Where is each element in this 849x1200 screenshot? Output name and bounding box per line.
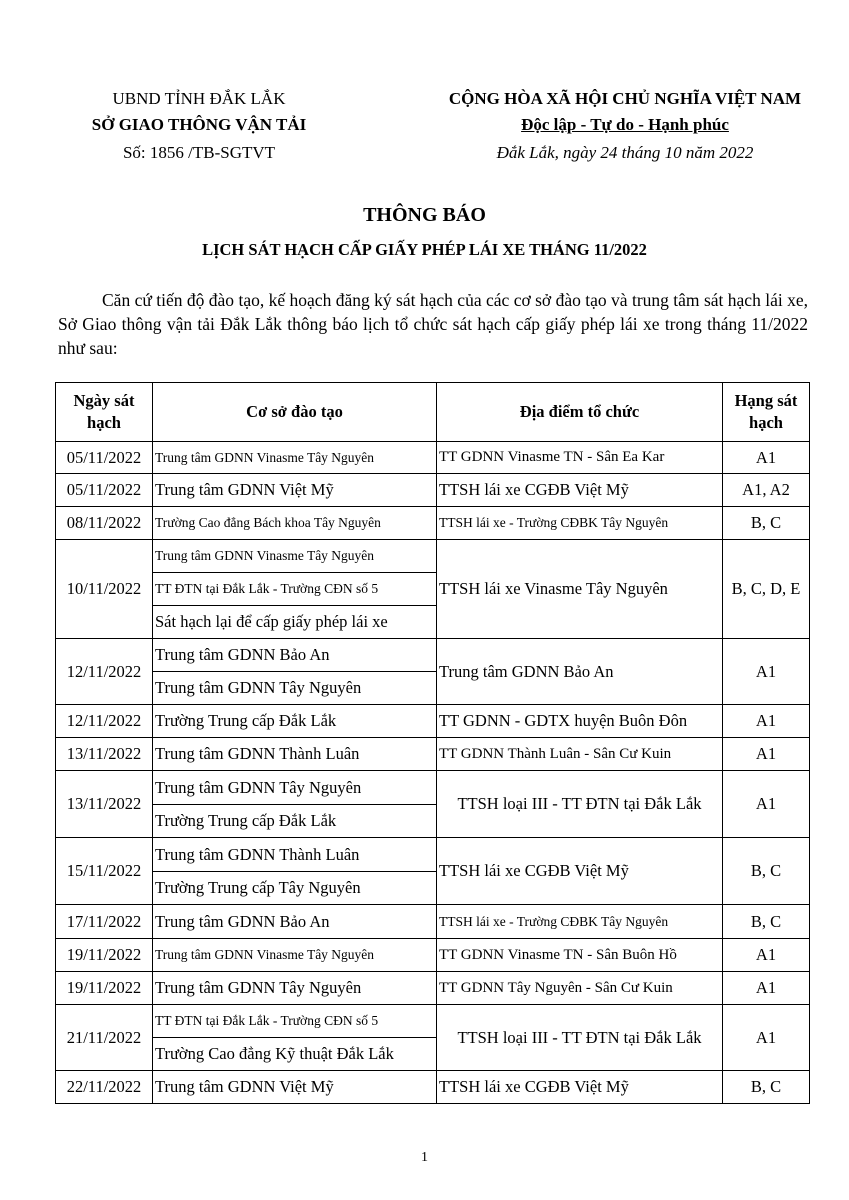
row-school: Trường Cao đẳng Kỹ thuật Đắk Lắk bbox=[153, 1038, 437, 1071]
row-school: Trung tâm GDNN Việt Mỹ bbox=[153, 474, 437, 507]
row-grade: A1 bbox=[723, 738, 810, 771]
row-location: TT GDNN Tây Nguyên - Sân Cư Kuin bbox=[437, 972, 723, 1005]
row-date: 17/11/2022 bbox=[56, 905, 153, 939]
row-grade: A1 bbox=[723, 705, 810, 738]
row-grade: A1, A2 bbox=[723, 474, 810, 507]
table-row bbox=[56, 705, 810, 738]
row-date: 13/11/2022 bbox=[56, 738, 153, 771]
document-title: THÔNG BÁO bbox=[363, 204, 486, 226]
row-location: TTSH loại III - TT ĐTN tại Đắk Lắk bbox=[437, 1005, 723, 1071]
row-school: Trung tâm GDNN Việt Mỹ bbox=[153, 1071, 437, 1104]
row-school: Trung tâm GDNN Tây Nguyên bbox=[153, 771, 437, 805]
national-motto-block bbox=[430, 86, 820, 138]
col-header-school: Cơ sở đào tạo bbox=[153, 383, 437, 442]
issuer-department bbox=[58, 112, 340, 140]
issuer-block bbox=[58, 86, 340, 140]
table-row bbox=[56, 939, 810, 972]
row-location: TT GDNN Vinasme TN - Sân Ea Kar bbox=[437, 442, 723, 474]
row-location: TTSH lái xe CGĐB Việt Mỹ bbox=[437, 474, 723, 507]
row-grade: A1 bbox=[723, 639, 810, 705]
row-location: TTSH lái xe - Trường CĐBK Tây Nguyên bbox=[437, 905, 723, 939]
exam-schedule-table bbox=[55, 382, 810, 1104]
row-grade: B, C bbox=[723, 905, 810, 939]
row-school: Sát hạch lại để cấp giấy phép lái xe bbox=[153, 606, 437, 639]
row-date: 10/11/2022 bbox=[56, 540, 153, 639]
table-row bbox=[56, 905, 810, 939]
row-school: TT ĐTN tại Đắk Lắk - Trường CĐN số 5 bbox=[153, 573, 437, 606]
row-date: 19/11/2022 bbox=[56, 972, 153, 1005]
row-grade: B, C, D, E bbox=[723, 540, 810, 639]
col-header-date: Ngày sát hạch bbox=[56, 383, 153, 442]
row-location: TTSH lái xe - Trường CĐBK Tây Nguyên bbox=[437, 507, 723, 540]
row-school: TT ĐTN tại Đắk Lắk - Trường CĐN số 5 bbox=[153, 1005, 437, 1038]
document-subtitle: LỊCH SÁT HẠCH CẤP GIẤY PHÉP LÁI XE THÁNG 11/2022 bbox=[202, 240, 647, 259]
row-school: Trường Trung cấp Tây Nguyên bbox=[153, 872, 437, 905]
row-school: Trung tâm GDNN Vinasme Tây Nguyên bbox=[153, 540, 437, 573]
row-school: Trường Trung cấp Đắk Lắk bbox=[153, 805, 437, 838]
row-school: Trung tâm GDNN Tây Nguyên bbox=[153, 972, 437, 1005]
national-title: CỘNG HÒA XÃ HỘI CHỦ NGHĨA VIỆT NAM bbox=[448, 89, 802, 108]
table-row bbox=[56, 1071, 810, 1104]
row-grade: A1 bbox=[723, 771, 810, 838]
table-row bbox=[56, 540, 810, 573]
issuer-province: UBND TỈNH ĐẮK LẮK bbox=[112, 89, 286, 108]
document-number: Số: 1856 /TB-SGTVT bbox=[122, 143, 276, 162]
national-motto-line bbox=[430, 112, 820, 138]
row-location: TT GDNN Thành Luân - Sân Cư Kuin bbox=[437, 738, 723, 771]
row-grade: B, C bbox=[723, 507, 810, 540]
table-row bbox=[56, 771, 810, 805]
row-date: 08/11/2022 bbox=[56, 507, 153, 540]
row-date: 05/11/2022 bbox=[56, 442, 153, 474]
table-row bbox=[56, 442, 810, 474]
issue-date: Đắk Lắk, ngày 24 tháng 10 năm 2022 bbox=[496, 143, 754, 162]
row-school: Trung tâm GDNN Bảo An bbox=[153, 905, 437, 939]
row-location: TTSH lái xe Vinasme Tây Nguyên bbox=[437, 540, 723, 639]
table-row bbox=[56, 972, 810, 1005]
row-school: Trung tâm GDNN Thành Luân bbox=[153, 838, 437, 872]
row-date: 21/11/2022 bbox=[56, 1005, 153, 1071]
row-school: Trung tâm GDNN Bảo An bbox=[153, 639, 437, 672]
row-location: TTSH lái xe CGĐB Việt Mỹ bbox=[437, 838, 723, 905]
row-date: 12/11/2022 bbox=[56, 639, 153, 705]
row-date: 05/11/2022 bbox=[56, 474, 153, 507]
table-row bbox=[56, 738, 810, 771]
table-row bbox=[56, 639, 810, 672]
row-location: TT GDNN - GDTX huyện Buôn Đôn bbox=[437, 705, 723, 738]
row-grade: A1 bbox=[723, 1005, 810, 1071]
row-school: Trung tâm GDNN Vinasme Tây Nguyên bbox=[153, 442, 437, 474]
row-date: 15/11/2022 bbox=[56, 838, 153, 905]
issuer-department-text: SỞ GIAO THÔNG VẬN TẢI bbox=[91, 115, 307, 134]
page-number: 1 bbox=[421, 1150, 428, 1165]
national-motto: Độc lập - Tự do - Hạnh phúc bbox=[521, 115, 729, 134]
row-school: Trung tâm GDNN Tây Nguyên bbox=[153, 672, 437, 705]
row-grade: B, C bbox=[723, 1071, 810, 1104]
row-school: Trung tâm GDNN Vinasme Tây Nguyên bbox=[153, 939, 437, 972]
row-location: TTSH lái xe CGĐB Việt Mỹ bbox=[437, 1071, 723, 1104]
row-date: 19/11/2022 bbox=[56, 939, 153, 972]
row-school: Trường Trung cấp Đắk Lắk bbox=[153, 705, 437, 738]
table-header-row bbox=[56, 383, 810, 442]
row-grade: B, C bbox=[723, 838, 810, 905]
row-school: Trung tâm GDNN Thành Luân bbox=[153, 738, 437, 771]
table-row bbox=[56, 838, 810, 872]
row-grade: A1 bbox=[723, 442, 810, 474]
table-row bbox=[56, 507, 810, 540]
row-location: Trung tâm GDNN Bảo An bbox=[437, 639, 723, 705]
row-grade: A1 bbox=[723, 972, 810, 1005]
row-date: 12/11/2022 bbox=[56, 705, 153, 738]
table-row bbox=[56, 474, 810, 507]
row-date: 13/11/2022 bbox=[56, 771, 153, 838]
col-header-location: Địa điểm tổ chức bbox=[437, 383, 723, 442]
row-school: Trường Cao đẳng Bách khoa Tây Nguyên bbox=[153, 507, 437, 540]
col-header-grade: Hạng sát hạch bbox=[723, 383, 810, 442]
row-date: 22/11/2022 bbox=[56, 1071, 153, 1104]
row-location: TTSH loại III - TT ĐTN tại Đắk Lắk bbox=[437, 771, 723, 838]
row-grade: A1 bbox=[723, 939, 810, 972]
row-location: TT GDNN Vinasme TN - Sân Buôn Hồ bbox=[437, 939, 723, 972]
intro-paragraph: Căn cứ tiến độ đào tạo, kế hoạch đăng ký sát hạch của các cơ sở đào tạo và trung tâm sát hạch lái xe, Sở Giao thông vận tải Đắk Lắk thông báo lịch tổ chức sát hạch cấp giấy phép lái xe trong tháng 11/2022 như sau: bbox=[58, 290, 808, 358]
table-row bbox=[56, 1005, 810, 1038]
